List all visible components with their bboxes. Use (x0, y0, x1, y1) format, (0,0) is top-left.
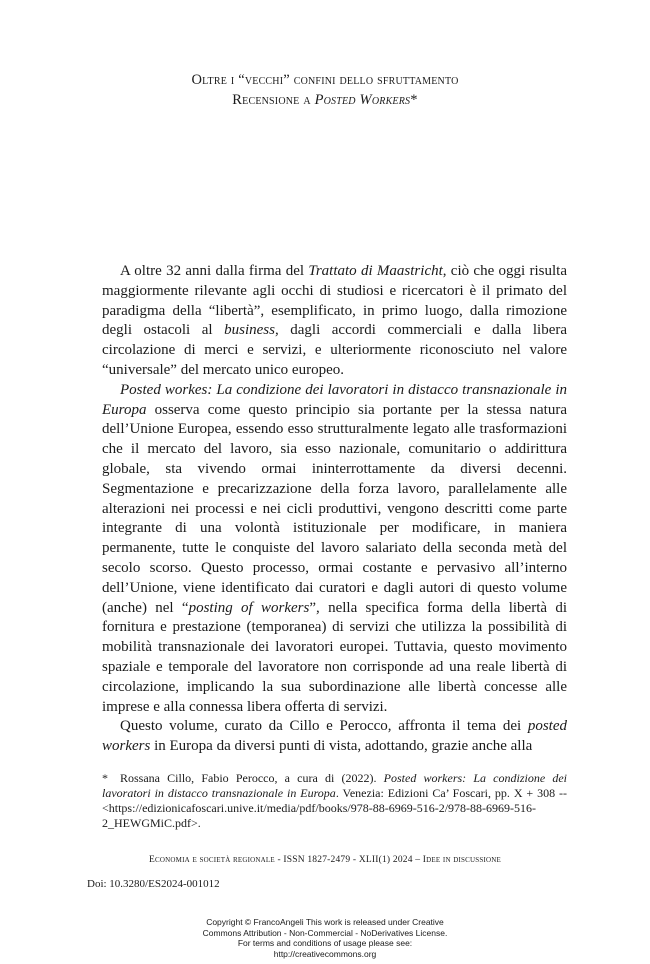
italic-run: Posted workes: La condizione dei lavoratori in distacco transnazionale in Europa (102, 381, 567, 418)
license-line: Copyright © FrancoAngeli This work is released under Creative (206, 917, 444, 927)
doi-label: Doi: 10.3280/ES2024-001012 (87, 878, 220, 890)
footnote-text: Rossana Cillo, Fabio Perocco, a cura di (2022). (120, 771, 384, 785)
title-line-1: Oltre i “vecchi” confini dello sfruttamento (191, 72, 459, 88)
paragraph-1 (102, 262, 567, 381)
license-line: For terms and conditions of usage please see: (237, 938, 413, 948)
text-run: , dagli accordi commerciali e dalla libera circolazione di merci e servizi, e ulteriormente riconosciuto nel valore “universale” del mercato unico europeo. (102, 322, 567, 378)
license-link[interactable]: http://creativecommons.org (273, 948, 377, 959)
review-title (0, 72, 650, 89)
text-run: osserva come questo principio sia portante per la stessa natura dell’Unione Europea, essendo esso strutturalmente legato alle trasformazioni che il mercato del lavoro, sia esso nazionale, comunitario o addirittura globale, sta vivendo ormai ininterrottamente da diversi decenni. Segmentazione e precarizzazione della forza lavoro, parallelamente alle alterazioni nei processi e nei cicli produttivi, vengono descritti come parte integrante di una volontà istituzionale per modificare, in maniera permanente, tutte le conquiste del lavoro salariato della seconda metà del secolo scorso. Questo processo, ormai costante e pervasivo all’interno dell’Unione, viene identificato dai curatori e dagli autori di questo volume (anche) nel “ (102, 401, 567, 616)
subtitle-book-title: Posted Workers (314, 92, 411, 108)
footnote-text: . Venezia: Edizioni Ca’ Foscari, pp. X + 308 -- <https://edizionicafoscari.unive.it/media/pdf/books/978-88-6969-516-2/978-88-6969-516-2_HEWGMiC.pdf>. (102, 786, 568, 830)
footnote-mark: * (102, 771, 108, 785)
license-line: Commons Attribution - Non-Commercial - NoDerivatives License. (202, 927, 448, 938)
footnote-reference-mark: * (410, 92, 418, 108)
italic-run: Trattato di Maastricht (308, 263, 443, 279)
paragraph-3 (102, 717, 567, 757)
text-run: Questo volume, curato da Cillo e Perocco, affronta il tema dei (120, 718, 528, 735)
license-notice (0, 917, 650, 959)
subtitle-prefix: Recensione a (232, 92, 315, 108)
footnote-book-title: Posted workers: La condizione dei lavoratori in distacco transnazionale in Europa (102, 771, 567, 800)
text-run: A oltre 32 anni dalla firma del (120, 263, 309, 279)
paragraph-2 (102, 381, 567, 718)
italic-run: posted workers (102, 718, 567, 755)
footnote (102, 771, 567, 831)
review-subtitle (0, 92, 650, 109)
body-text (102, 262, 567, 757)
italic-run: business (224, 322, 275, 339)
text-run: in Europa da diversi punti di vista, adottando, grazie anche alla (150, 738, 533, 755)
italic-run: posting of workers (188, 599, 310, 616)
text-run: , ciò che oggi risulta maggiormente rilevante agli occhi di studiosi e ricercatori è il primato del paradigma della “libertà”, esemplificato, in primo luogo, dalla rimozione degli ostacoli al (102, 263, 567, 339)
text-run: ”, nella specifica forma della libertà di fornitura e prestazione (temporanea) di servizi che utilizza la possibilità di mobilità transnazionale dei lavoratori europei. Tuttavia, questo movimento spaziale e temporale del lavoratore non corrisponde ad una reale libertà di circolazione, implicando la sua subordinazione alle libertà concesse alle imprese e alla connessa libera offerta di servizi. (102, 599, 567, 715)
journal-running-footer: Economia e società regionale - ISSN 1827-2479 - XLII(1) 2024 – Idee in discussione (149, 855, 501, 865)
